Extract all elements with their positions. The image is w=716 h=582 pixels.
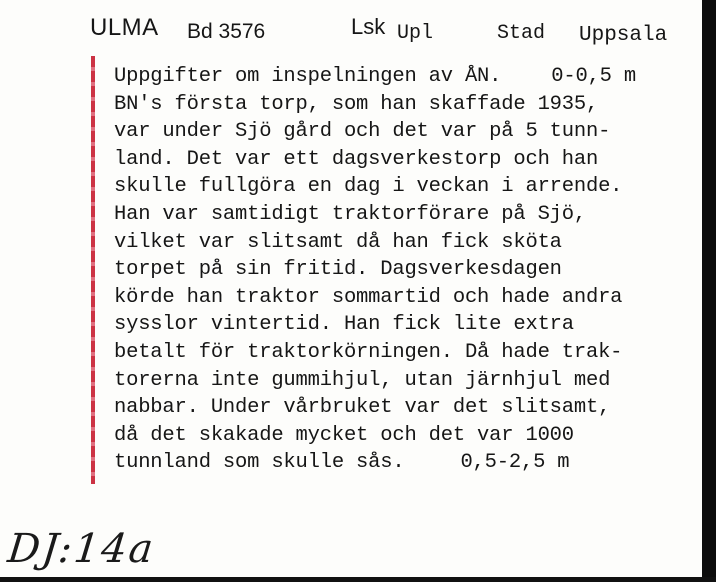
handwritten-note: DJ:14a [5, 526, 158, 572]
margin-rule [91, 56, 95, 484]
text-line [114, 367, 704, 395]
lsk-label: Lsk [351, 14, 386, 39]
text-line-content: torpet på sin fritid. Dagsverkesdagen [114, 258, 562, 282]
text-line [114, 394, 704, 422]
text-line [114, 91, 704, 119]
text-line-content: vilket var slitsamt då han fick sköta [114, 230, 562, 254]
text-line [114, 118, 704, 146]
text-line [114, 229, 704, 257]
stad-label: Stad [497, 22, 546, 45]
text-line [114, 63, 704, 91]
text-line-content: skulle fullgöra en dag i veckan i arrende. [114, 175, 623, 199]
text-line-content: sysslor vintertid. Han fick lite extra [114, 313, 574, 337]
text-line-content: var under Sjö gård och det var på 5 tunn- [114, 120, 611, 144]
text-line [114, 173, 704, 201]
text-line [114, 146, 704, 174]
text-line [114, 449, 704, 477]
card-edge-right [702, 0, 716, 582]
text-line [114, 201, 704, 229]
volume-number: Bd 3576 [187, 20, 266, 43]
card-edge-bottom [0, 577, 716, 582]
text-line-content: betalt för traktorkörningen. Då hade trak- [114, 340, 623, 364]
text-line-content: Han var samtidigt traktorförare på Sjö, [114, 202, 586, 226]
text-line [114, 339, 704, 367]
time-end: 0,5-2,5 m [460, 451, 570, 475]
text-line-content: nabbar. Under vårbruket var det slitsamt, [114, 396, 611, 420]
transcript-body [114, 63, 704, 477]
text-line [114, 422, 704, 450]
text-line-content: tunnland som skulle sås. [114, 451, 405, 475]
text-line [114, 311, 704, 339]
text-line-content: torerna inte gummihjul, utan järnhjul med [114, 368, 611, 392]
text-line-content: land. Det var ett dagsverkestorp och han [114, 147, 599, 171]
text-line [114, 284, 704, 312]
text-line-content: BN's första torp, som han skaffade 1935, [114, 92, 599, 116]
text-line-content: Uppgifter om inspelningen av ÅN. [114, 65, 502, 88]
province-value: Upl [397, 22, 434, 45]
city-value: Uppsala [579, 24, 668, 47]
text-line-content: då det skakade mycket och det var 1000 [114, 423, 574, 447]
card-header [0, 6, 700, 50]
time-start: 0-0,5 m [551, 65, 636, 88]
text-line-content: körde han traktor sommartid och hade andra [114, 285, 623, 309]
text-line [114, 256, 704, 284]
archive-label: ULMA [90, 14, 159, 41]
